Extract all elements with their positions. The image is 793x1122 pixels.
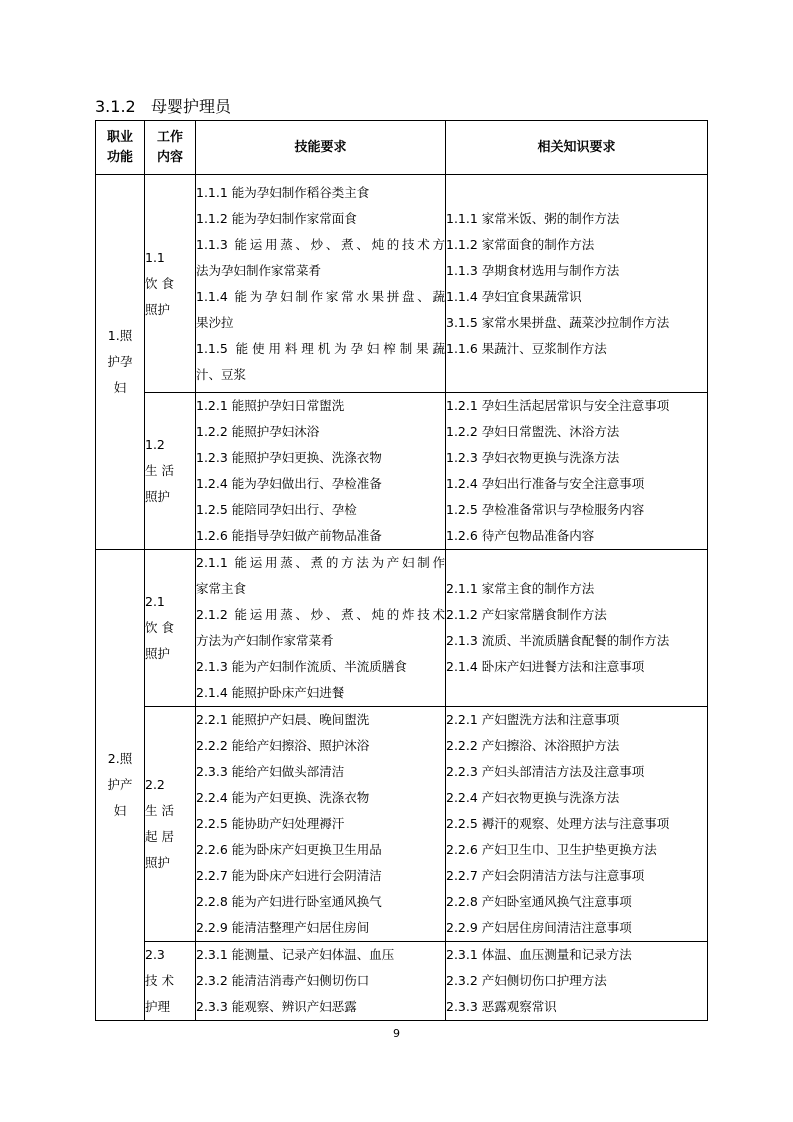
knowledge-item: 2.2.9 产妇居住房间清洁注意事项 bbox=[446, 920, 632, 935]
skill-item: 2.2.7 能为卧床产妇进行会阴清洁 bbox=[196, 868, 382, 883]
header-function-line: 职业 bbox=[106, 129, 133, 145]
header-function bbox=[96, 121, 145, 175]
skill-item: 2.2.6 能为卧床产妇更换卫生用品 bbox=[196, 842, 382, 857]
skill-item: 2.3.2 能清洁消毒产妇侧切伤口 bbox=[196, 973, 370, 988]
skill-item: 2.1.2 能运用蒸、炒、煮、炖的炸技术 bbox=[196, 607, 445, 622]
table-row bbox=[96, 393, 708, 550]
knowledge-item: 1.1.3 孕期食材选用与制作方法 bbox=[446, 262, 620, 278]
skill-item: 果沙拉 bbox=[196, 314, 234, 330]
knowledge-item: 1.1.4 孕妇宜食果蔬常识 bbox=[446, 288, 582, 304]
table-header-row bbox=[96, 121, 708, 175]
knowledge-item: 1.2.4 孕妇出行准备与安全注意事项 bbox=[446, 476, 645, 491]
skill-item: 2.2.9 能清洁整理产妇居住房间 bbox=[196, 920, 370, 935]
knowledge-item: 2.2.4 产妇衣物更换与洗涤方法 bbox=[446, 790, 620, 805]
knowledge-item: 1.1.1 家常米饭、粥的制作方法 bbox=[446, 210, 620, 226]
knowledge-cell bbox=[446, 393, 708, 550]
function-cell bbox=[96, 175, 145, 550]
function-line: 妇 bbox=[113, 380, 127, 395]
knowledge-cell bbox=[446, 175, 708, 393]
skill-item: 2.2.5 能协助产妇处理褥汗 bbox=[196, 816, 345, 831]
function-line: 护产 bbox=[107, 777, 133, 792]
work-content-line: 生 活 bbox=[145, 463, 174, 478]
skill-item: 2.1.1 能运用蒸、煮的方法为产妇制作 bbox=[196, 555, 445, 570]
work-content-line: 2.2 bbox=[145, 777, 165, 792]
work-content-cell bbox=[145, 942, 196, 1021]
knowledge-cell bbox=[446, 942, 708, 1021]
section-heading bbox=[95, 97, 231, 117]
skill-item: 1.2.2 能照护孕妇沐浴 bbox=[196, 424, 320, 439]
knowledge-item: 2.3.1 体温、血压测量和记录方法 bbox=[446, 947, 632, 962]
skill-item: 2.3.3 能给产妇做头部清洁 bbox=[196, 764, 345, 779]
skill-item: 方法为产妇制作家常菜肴 bbox=[196, 633, 334, 648]
skills-cell bbox=[196, 393, 446, 550]
skill-item: 2.2.2 能给产妇擦浴、照护沐浴 bbox=[196, 738, 370, 753]
work-content-line: 饮 食 bbox=[145, 620, 174, 635]
skills-cell bbox=[196, 550, 446, 707]
work-content-line: 2.3 bbox=[145, 947, 165, 962]
work-content-line: 照护 bbox=[145, 301, 171, 317]
skill-item: 1.2.6 能指导孕妇做产前物品准备 bbox=[196, 528, 382, 543]
knowledge-item: 2.2.3 产妇头部清洁方法及注意事项 bbox=[446, 764, 645, 779]
function-line: 护孕 bbox=[107, 354, 133, 369]
work-content-line: 照护 bbox=[145, 646, 171, 661]
header-function-line: 功能 bbox=[106, 149, 133, 165]
function-cell bbox=[96, 550, 145, 1021]
skill-item: 2.2.8 能为产妇进行卧室通风换气 bbox=[196, 894, 382, 909]
skills-cell bbox=[196, 942, 446, 1021]
skill-item: 2.2.1 能照护产妇晨、晚间盥洗 bbox=[196, 712, 370, 727]
work-content-line: 照护 bbox=[145, 489, 171, 504]
skill-item: 2.1.4 能照护卧床产妇进餐 bbox=[196, 685, 345, 700]
function-line: 2.照 bbox=[107, 751, 133, 766]
function-line: 1.照 bbox=[107, 328, 133, 343]
page-number: 9 bbox=[393, 1027, 400, 1040]
header-knowledge-requirements: 相关知识要求 bbox=[446, 121, 708, 175]
work-content-line: 1.1 bbox=[145, 249, 165, 265]
skill-item: 2.3.3 能观察、辨识产妇恶露 bbox=[196, 999, 357, 1014]
work-content-line: 照护 bbox=[145, 855, 171, 870]
skill-item: 法为孕妇制作家常菜肴 bbox=[196, 262, 322, 278]
skills-table bbox=[95, 120, 708, 1021]
table-row bbox=[96, 707, 708, 942]
work-content-line: 生 活 bbox=[145, 803, 174, 818]
table-row bbox=[96, 550, 708, 707]
knowledge-item: 2.2.7 产妇会阴清洁方法与注意事项 bbox=[446, 868, 645, 883]
knowledge-item: 2.1.1 家常主食的制作方法 bbox=[446, 581, 595, 596]
skill-item: 1.1.4 能为孕妇制作家常水果拼盘、蔬 bbox=[196, 288, 445, 304]
skill-item: 1.2.5 能陪同孕妇出行、孕检 bbox=[196, 502, 357, 517]
work-content-line: 护理 bbox=[145, 999, 171, 1014]
work-content-cell bbox=[145, 175, 196, 393]
knowledge-item: 2.2.6 产妇卫生巾、卫生护垫更换方法 bbox=[446, 842, 657, 857]
knowledge-item: 2.1.4 卧床产妇进餐方法和注意事项 bbox=[446, 659, 645, 674]
knowledge-item: 3.1.5 家常水果拼盘、蔬菜沙拉制作方法 bbox=[446, 314, 670, 330]
skill-item: 2.3.1 能测量、记录产妇体温、血压 bbox=[196, 947, 395, 962]
skill-item: 1.1.3 能运用蒸、炒、煮、炖的技术方 bbox=[196, 236, 445, 252]
knowledge-item: 2.2.8 产妇卧室通风换气注意事项 bbox=[446, 894, 632, 909]
work-content-line: 1.2 bbox=[145, 437, 165, 452]
skill-item: 汁、豆浆 bbox=[196, 366, 247, 382]
work-content-cell bbox=[145, 393, 196, 550]
knowledge-item: 1.2.3 孕妇衣物更换与洗涤方法 bbox=[446, 450, 620, 465]
skill-item: 1.1.1 能为孕妇制作稻谷类主食 bbox=[196, 184, 370, 200]
section-title: 母婴护理员 bbox=[150, 97, 231, 116]
section-number: 3.1.2 bbox=[95, 97, 136, 116]
knowledge-item: 2.2.1 产妇盥洗方法和注意事项 bbox=[446, 712, 620, 727]
table-row bbox=[96, 175, 708, 393]
work-content-line: 技 术 bbox=[145, 973, 174, 988]
knowledge-item: 1.2.6 待产包物品准备内容 bbox=[446, 528, 595, 543]
work-content-cell bbox=[145, 550, 196, 707]
knowledge-item: 1.2.5 孕检准备常识与孕检服务内容 bbox=[446, 502, 645, 517]
knowledge-item: 1.1.6 果蔬汁、豆浆制作方法 bbox=[446, 340, 607, 356]
knowledge-item: 2.1.2 产妇家常膳食制作方法 bbox=[446, 607, 607, 622]
skill-item: 1.1.2 能为孕妇制作家常面食 bbox=[196, 210, 357, 226]
skill-item: 2.1.3 能为产妇制作流质、半流质膳食 bbox=[196, 659, 407, 674]
function-line: 妇 bbox=[113, 803, 127, 818]
work-content-line: 饮 食 bbox=[145, 275, 174, 291]
knowledge-item: 2.3.2 产妇侧切伤口护理方法 bbox=[446, 973, 607, 988]
knowledge-item: 2.1.3 流质、半流质膳食配餐的制作方法 bbox=[446, 633, 670, 648]
knowledge-item: 2.3.3 恶露观察常识 bbox=[446, 999, 557, 1014]
skill-item: 1.1.5 能使用料理机为孕妇榨制果蔬 bbox=[196, 340, 445, 356]
knowledge-item: 1.2.2 孕妇日常盥洗、沐浴方法 bbox=[446, 424, 620, 439]
skills-cell bbox=[196, 175, 446, 393]
header-work-line: 内容 bbox=[156, 149, 183, 165]
skill-item: 2.2.4 能为产妇更换、洗涤衣物 bbox=[196, 790, 370, 805]
skill-item: 1.2.1 能照护孕妇日常盥洗 bbox=[196, 398, 345, 413]
knowledge-item: 2.2.2 产妇擦浴、沐浴照护方法 bbox=[446, 738, 620, 753]
knowledge-item: 1.2.1 孕妇生活起居常识与安全注意事项 bbox=[446, 398, 670, 413]
table-row bbox=[96, 942, 708, 1021]
knowledge-item: 1.1.2 家常面食的制作方法 bbox=[446, 236, 595, 252]
skills-cell bbox=[196, 707, 446, 942]
knowledge-item: 2.2.5 褥汗的观察、处理方法与注意事项 bbox=[446, 816, 670, 831]
work-content-line: 2.1 bbox=[145, 594, 165, 609]
knowledge-cell bbox=[446, 550, 708, 707]
skill-item: 1.2.4 能为孕妇做出行、孕检准备 bbox=[196, 476, 382, 491]
work-content-cell bbox=[145, 707, 196, 942]
header-skill-requirements: 技能要求 bbox=[196, 121, 446, 175]
header-work-line: 工作 bbox=[156, 129, 183, 145]
skill-item: 家常主食 bbox=[196, 581, 247, 596]
skill-item: 1.2.3 能照护孕妇更换、洗涤衣物 bbox=[196, 450, 382, 465]
header-work-content bbox=[145, 121, 196, 175]
knowledge-cell bbox=[446, 707, 708, 942]
work-content-line: 起 居 bbox=[145, 829, 174, 844]
